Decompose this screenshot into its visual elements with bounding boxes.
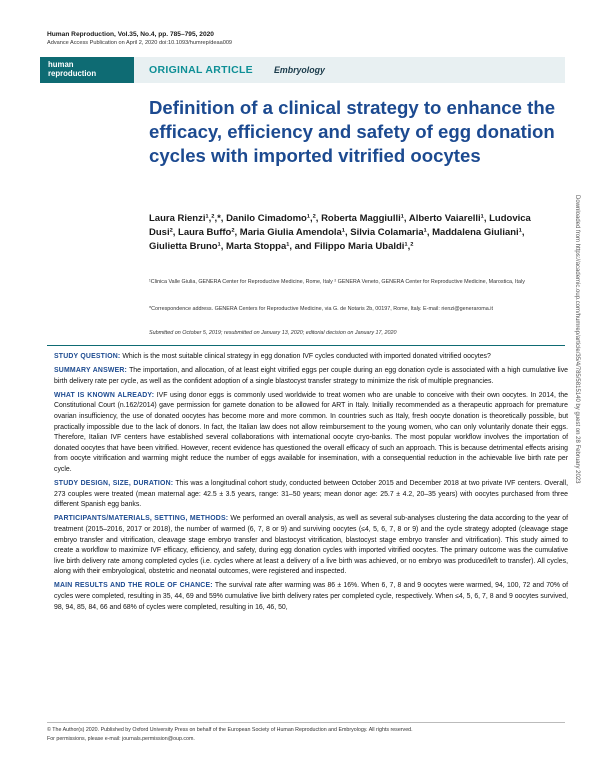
article-subtype: Embryology — [274, 65, 325, 75]
abstract-heading: PARTICIPANTS/MATERIALS, SETTING, METHODS: — [54, 515, 229, 523]
affiliations: ¹Clinica Valle Giulia, GENERA Center for Reproductive Medicine, Rome, Italy ² GENERA Veneto, GENERA Center for Reproductive Medicine, Marostica, Italy — [149, 279, 525, 285]
abstract-text: The survival rate after warming was 86 ± 16%. When 6, 7, 8 and 9 oocytes were warmed, 94, 100, 72 and 70% of cycles were completed, resulting in 35, 44, 69 and 59% cumulative live birth delivery rates per completed cycle, respectively. When ≤4, 5, 6, 7, 8 and 9 oocytes survived, 98, 94, 85, 84, 66 and 68% of cycles were completed, resulting in 16, 46, 50, — [54, 582, 568, 611]
abstract-section — [54, 391, 568, 476]
abstract-heading: STUDY QUESTION: — [54, 353, 121, 360]
abstract-section — [54, 581, 568, 613]
abstract-section — [54, 479, 568, 511]
journal-citation: Human Reproduction, Vol.35, No.4, pp. 785–795, 2020 — [47, 31, 214, 38]
article-type: ORIGINAL ARTICLE — [149, 64, 253, 76]
abstract-text: IVF using donor eggs is commonly used worldwide to treat women who are unable to conceive with their own oocytes. In 2014, the Constitutional Court (n.162/2014) gave permission for gamete donation to be allowed for ART in Italy. Initially recommended as a therapeutic approach for premature ovarian insufficiency, the use of donated oocytes has become more and more common. In countries such as Italy, fresh oocyte donation is theoretically possible, but practically impossible due to the lack of donors. In fact, the Italian law does not allow reimbursement to the young women, who can only voluntarily donate their eggs. Therefore, Italian IVF centers have established several collaborations with international oocyte cryo-banks. The most popular workflow involves the importation of donated oocytes that have been vitrified. However, recent evidence has questioned the overall efficacy of such an approach. This is because detrimental effects arising from oocyte vitrification and warming might reduce the number of eggs available for insemination, with a consequential reduction in the achievable live birth rate per cycle. — [54, 391, 569, 473]
paper-title: Definition of a clinical strategy to enhance the efficacy, efficiency and safety of egg donation cycles with imported vitrified oocytes — [149, 97, 556, 166]
abstract-section — [54, 514, 568, 578]
abstract-text: The importation, and allocation, of at least eight vitrified eggs per couple during an egg donation cycle is associated with a high cumulative live birth delivery rate per cycle, as well as the confident adoption of a single blastocyst transfer strategy to minimize the risk of multiple pregnancies. — [54, 367, 568, 385]
abstract-top-rule — [47, 345, 565, 346]
abstract-heading: STUDY DESIGN, SIZE, DURATION: — [54, 480, 174, 488]
copyright-notice: © The Author(s) 2020. Published by Oxford University Press on behalf of the European Society of Human Reproduction and Embryology. All rights reserved. — [47, 727, 413, 733]
abstract-section — [54, 366, 568, 387]
journal-logo-line-2: reproduction — [48, 68, 97, 78]
abstract-heading: WHAT IS KNOWN ALREADY: — [54, 391, 155, 399]
download-watermark: Downloaded from https://academic.oup.com/humrep/article/35/4/785/5815140 by guest on 28 February 2023 — [574, 195, 580, 484]
journal-logo — [40, 57, 134, 83]
correspondence-address: *Correspondence address. GENERA Centers for Reproductive Medicine, via G. de Notaris 2b, 00197, Rome, Italy. E-mail: rienzi@generaroma.it — [149, 306, 493, 312]
permissions-notice: For permissions, please e-mail: journals.permission@oup.com. — [47, 736, 195, 742]
footer-rule — [47, 722, 565, 723]
abstract-text: Which is the most suitable clinical strategy in egg donation IVF cycles conducted with imported donated vitrified oocytes? — [122, 353, 491, 360]
advance-access-line: Advance Access Publication on April 2, 2020 doi:10.1093/humrep/deaa009 — [47, 40, 233, 46]
abstract-text: We performed an overall analysis, as well as several sub-analyses clustering the data according to the year of treatment (2015–2016, 2017 or 2018), the number of warmed (6, 7, 8 or 9) and surviving oocytes (≤4, 5, 6, 7, 8 or 9) and the cycle strategy adopted (cleavage stage embryo transfer and vitrification, cleavage stage embryo transfer and blastocyst vitrification, blastocyst stage embryo transfer and vitrification). This study aimed to create a workflow to maximize IVF efficacy, efficiency, and safety, during egg donation cycles with imported vitrified oocytes. The primary outcome was the cumulative live birth delivery rate among completed cycles (i.e. cycles where at least a delivery of a live birth was achieved, or no embryo was produced/left to transfer). All cycles, along with their embryological, obstetric and neonatal outcomes, were registered and inspected. — [54, 515, 568, 576]
abstract-text: This was a longitudinal cohort study, conducted between October 2015 and December 2018 at two private IVF centers. Overall, 273 couples were treated (mean maternal age: 42.5 ± 3.5 years, range: 31–50 years; mean donor age: 25.7 ± 4.2, 20–35 years) with oocytes purchased from three different Spanish egg banks. — [54, 480, 568, 509]
journal-logo-line-1: human — [48, 60, 74, 69]
abstract-heading: MAIN RESULTS AND THE ROLE OF CHANCE: — [54, 582, 213, 590]
abstract-heading: SUMMARY ANSWER: — [54, 367, 128, 375]
structured-abstract — [54, 352, 568, 617]
author-list: Laura Rienzi¹,²,*, Danilo Cimadomo¹,², Roberta Maggiulli¹, Alberto Vaiarelli¹, Ludovica Dusi², Laura Buffo², Maria Giulia Amendola¹, Silvia Colamaria¹, Maddalena Giuliani¹, Giulietta Bruno¹, Marta Stoppa¹, and Filippo Maria Ubaldi¹,² — [149, 213, 531, 253]
submission-dates: Submitted on October 5, 2019; resubmitted on January 13, 2020; editorial decision on January 17, 2020 — [149, 330, 397, 336]
abstract-section — [54, 352, 568, 363]
